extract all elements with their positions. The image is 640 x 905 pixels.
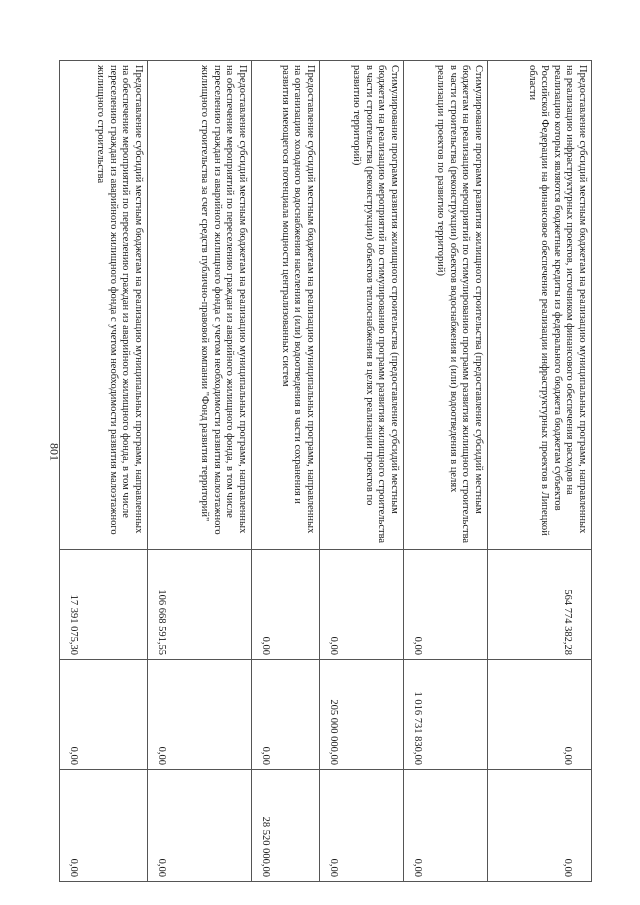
row-value-1: 0,00 [404, 550, 488, 660]
row-value-2: 1 016 731 830,00 [404, 660, 488, 770]
page-number: 801 [47, 443, 62, 461]
row-value-3: 0,00 [320, 770, 404, 882]
row-value-2: 0,00 [488, 660, 592, 770]
row-description: Предоставление субсидий местным бюджетам на реализацию муниципальных программ, направленных на обеспечение мероприятий по переселению граждан из аварийного жилищного фонда, в том числе переселению граждан из аварийного жилищного фонда с учетом необходимости развития малоэтажного жилищного строительства за счет средств публично-правовой компании "Фонд развития территорий" [148, 61, 252, 550]
row-value-3: 0,00 [488, 770, 592, 882]
table-row [60, 61, 148, 882]
row-value-1: 106 668 591,55 [148, 550, 252, 660]
row-value-1: 0,00 [320, 550, 404, 660]
row-value-1: 564 774 382,28 [488, 550, 592, 660]
budget-table [59, 60, 592, 882]
rotated-sheet [60, 60, 592, 881]
table-row [488, 61, 592, 882]
row-value-2: 205 000 000,00 [320, 660, 404, 770]
row-description: Предоставление субсидий местным бюджетам на реализацию муниципальных программ, направленных на обеспечение мероприятий по переселению граждан из аварийного жилищного фонда, в том числе переселению граждан из аварийного жилищного фонда с учетом необходимости развития малоэтажного жилищного строительства [60, 61, 148, 550]
row-description: Предоставление субсидий местным бюджетам на реализацию муниципальных программ, направленных на организацию холодного водоснабжения населения и (или) водоотведения в части сохранения и развития имеющегося потенциала мощности централизованных систем [252, 61, 320, 550]
row-description: Стимулирование программ развития жилищного строительства (предоставление субсидий местным бюджетам на реализацию мероприятий по стимулированию программ развития жилищного строительства в части строительства (реконструкции) объектов водоснабжения и (или) водоотведения в целях реализации проектов по развитию территорий) [404, 61, 488, 550]
table-row [148, 61, 252, 882]
table-row [404, 61, 488, 882]
row-value-3: 0,00 [404, 770, 488, 882]
row-value-2: 0,00 [252, 660, 320, 770]
table-row [252, 61, 320, 882]
row-description: Предоставление субсидий местным бюджетам на реализацию муниципальных программ, направленных на реализацию инфраструктурных проектов, источником финансового обеспечения расходов на реализацию которых являются бюджетные кредиты из федерального бюджета бюджетам субъектов Российской Федерации на финансовое обеспечение реализации инфраструктурных проектов в Липецкой области [488, 61, 592, 550]
row-value-2: 0,00 [148, 660, 252, 770]
row-value-1: 17 391 075,30 [60, 550, 148, 660]
row-value-1: 0,00 [252, 550, 320, 660]
row-description: Стимулирование программ развития жилищного строительства (предоставление субсидий местным бюджетам на реализацию мероприятий по стимулированию программ развития жилищного строительства в части строительства (реконструкции) объектов теплоснабжения в целях реализации проектов по развитию территорий) [320, 61, 404, 550]
row-value-3: 0,00 [60, 770, 148, 882]
row-value-2: 0,00 [60, 660, 148, 770]
row-value-3: 0,00 [148, 770, 252, 882]
table-row [320, 61, 404, 882]
row-value-3: 28 520 000,00 [252, 770, 320, 882]
